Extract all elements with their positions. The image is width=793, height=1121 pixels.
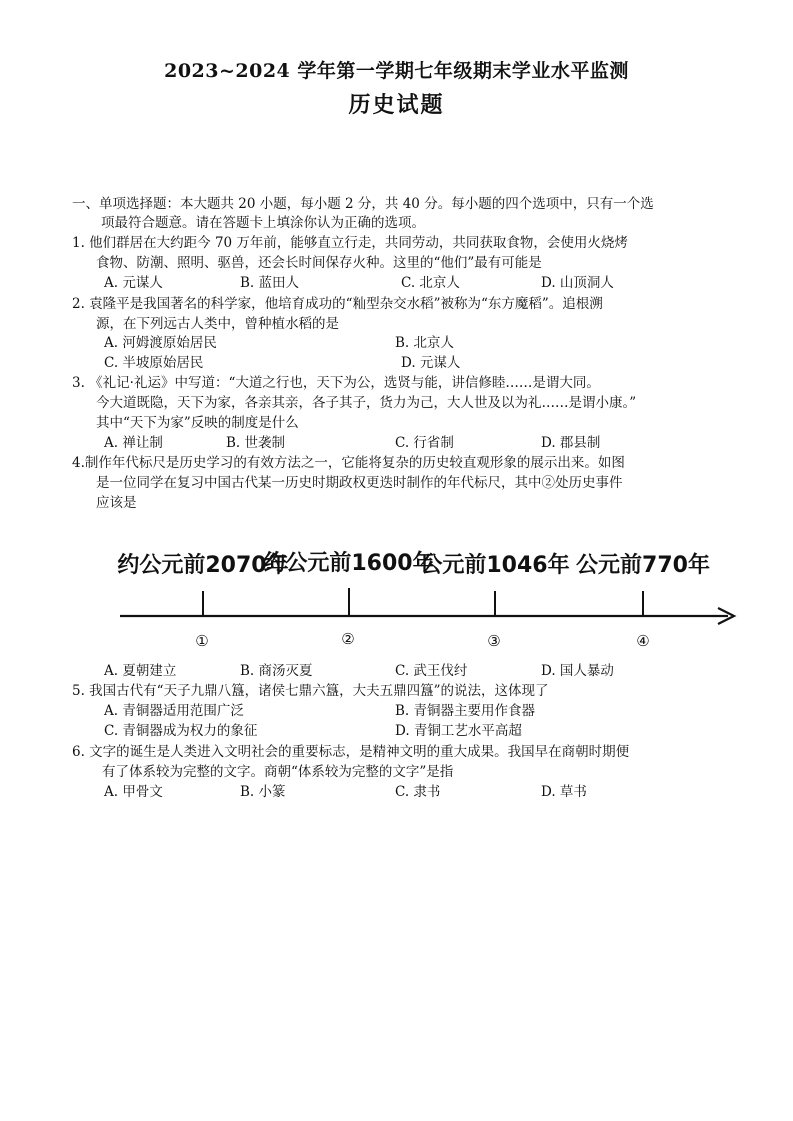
q2-option-a: A. 河姆渡原始居民 [104,335,217,351]
q6-option-d: D. 草书 [541,784,587,800]
q2-stem-line1: 2. 袁隆平是我国著名的科学家，他培育成功的“籼型杂交水稻”被称为“东方魔稻”。追根溯 [72,296,603,312]
timeline-marker-3: ③ [487,632,501,650]
timeline-label-3: 公元前1046年 [420,553,570,578]
q2-option-b: B. 北京人 [395,335,455,351]
q4-stem-line2: 是一位同学在复习中国古代某一历史时期政权更迭时制作的年代标尺，其中②处历史事件 [96,475,623,491]
timeline-label-2: 约公元前1600年 [263,551,435,576]
q4-stem-line1: 4.制作年代标尺是历史学习的有效方法之一，它能将复杂的历史较直观形象的展示出来。如图 [72,455,625,471]
timeline-marker-1: ① [195,632,209,650]
q5-stem-line1: 5. 我国古代有“天子九鼎八簋，诸侯七鼎六簋，大夫五鼎四簋”的说法，这体现了 [72,683,549,699]
q1-stem-line1: 1. 他们群居在大约距今 70 万年前，能够直立行走，共同劳动，共同获取食物，会使用火烧烤 [72,235,628,251]
q3-option-a: A. 禅让制 [104,435,163,451]
q3-stem-line1: 3. 《礼记·礼运》中写道：“大道之行也，天下为公，选贤与能，讲信修睦……是谓大同。 [72,375,600,391]
timeline-label-1: 约公元前2070年 [117,553,289,578]
q6-option-a: A. 甲骨文 [104,784,163,800]
q4-stem-line3: 应该是 [96,495,137,511]
exam-subject: 历史试题 [348,92,445,118]
q4-option-b: B. 商汤灭夏 [240,663,313,679]
q3-stem-line3: 其中“天下为家”反映的制度是什么 [96,415,299,431]
q4-option-a: A. 夏朝建立 [104,663,177,679]
q6-option-c: C. 隶书 [395,784,441,800]
timeline-ruler [100,536,750,656]
q3-option-d: D. 郡县制 [541,435,601,451]
q2-stem-line2: 源，在下列远古人类中，曾种植水稻的是 [96,316,339,332]
q6-option-b: B. 小篆 [240,784,286,800]
q5-option-d: D. 青铜工艺水平高超 [395,723,522,739]
q2-option-d: D. 元谋人 [401,355,461,371]
section-instruction-line2: 项最符合题意。请在答题卡上填涂你认为正确的选项。 [101,215,425,231]
q6-stem-line1: 6. 文字的诞生是人类进入文明社会的重要标志，是精神文明的重大成果。我国早在商朝时期便 [72,744,630,760]
q4-option-c: C. 武王伐纣 [395,663,468,679]
q1-option-d: D. 山顶洞人 [541,275,614,291]
q4-option-d: D. 国人暴动 [541,663,614,679]
q3-stem-line2: 今大道既隐，天下为家，各亲其亲，各子其子，货力为己，大人世及以为礼……是谓小康。” [96,395,637,411]
q1-stem-line2: 食物、防潮、照明、驱兽，还会长时间保存火种。这里的“他们”最有可能是 [96,255,542,271]
q3-option-b: B. 世袭制 [226,435,286,451]
q5-option-a: A. 青铜器适用范围广泛 [104,703,244,719]
q1-option-a: A. 元谋人 [104,275,163,291]
q5-option-c: C. 青铜器成为权力的象征 [104,723,258,739]
timeline-marker-4: ④ [636,632,650,650]
q2-option-c: C. 半坡原始居民 [104,355,204,371]
q3-option-c: C. 行省制 [395,435,454,451]
q6-stem-line2: 有了体系较为完整的文字。商朝“体系较为完整的文字”是指 [102,764,454,780]
q1-option-b: B. 蓝田人 [240,275,300,291]
timeline-label-4: 公元前770年 [576,553,710,578]
exam-title: 2023~2024 学年第一学期七年级期末学业水平监测 [164,60,629,82]
q5-option-b: B. 青铜器主要用作食器 [395,703,536,719]
section-instruction-line1: 一、单项选择题：本大题共 20 小题，每小题 2 分，共 40 分。每小题的四个选项中，只有一个选 [72,196,654,212]
q1-option-c: C. 北京人 [401,275,460,291]
timeline-marker-2: ② [341,630,355,648]
